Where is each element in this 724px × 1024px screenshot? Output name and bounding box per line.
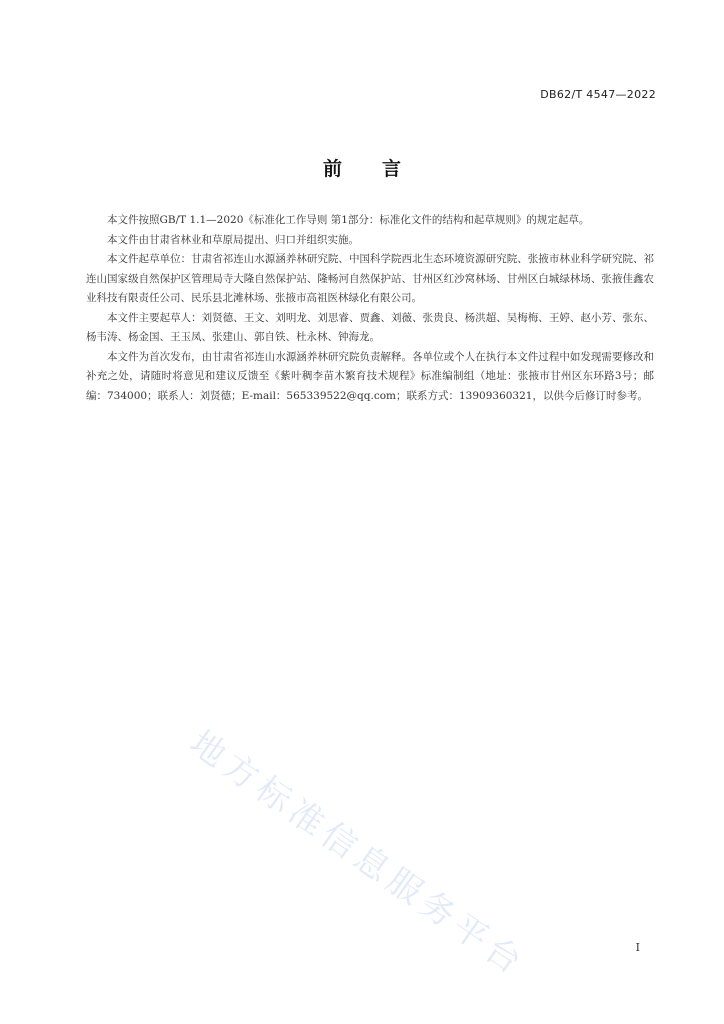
watermark-text: 地方标准信息服务平台 (182, 722, 534, 986)
paragraph-drafters: 本文件主要起草人：刘贤德、王文、刘明龙、刘思睿、贾鑫、刘薇、张贵良、杨洪超、吴梅梅、王婷、赵小芳、张东、杨韦涛、杨金国、王玉凤、张建山、郭自铁、杜永林、钟海龙。 (86, 311, 654, 343)
document-code: DB62/T 4547—2022 (540, 88, 656, 101)
paragraph-drafting-rules: 本文件按照GB/T 1.1—2020《标准化工作导则 第1部分：标准化文件的结构和起草规则》的规定起草。 (107, 214, 590, 226)
page-number: I (635, 941, 640, 954)
paragraph-release-note: 本文件为首次发布，由甘肃省祁连山水源涵养林研究院负责解释。各单位或个人在执行本文件过程中如发现需要修改和补充之处，请随时将意见和建议反馈至《紫叶稠李苗木繁育技术规程》标准编制组（地址：张掖市甘州区东环路3号；邮编：734000；联系人：刘贤德；E-mail：565339522@qq.com；联系方式：13909360321，以供今后修订时参考。 (86, 350, 654, 402)
page-title: 前言 (322, 158, 441, 180)
paragraph-drafting-units: 本文件起草单位：甘肃省祁连山水源涵养林研究院、中国科学院西北生态环境资源研究院、张掖市林业科学研究院、祁连山国家级自然保护区管理局寺大隆自然保护站、隆畅河自然保护站、甘州区红沙窝林场、甘州区白城绿林场、张掖佳鑫农业科技有限责任公司、民乐县北滩林场、张掖市高祖医林绿化有限公司。 (86, 253, 654, 304)
paragraph-proposer: 本文件由甘肃省林业和草原局提出、归口并组织实施。 (107, 233, 359, 246)
foreword-body (86, 211, 654, 406)
